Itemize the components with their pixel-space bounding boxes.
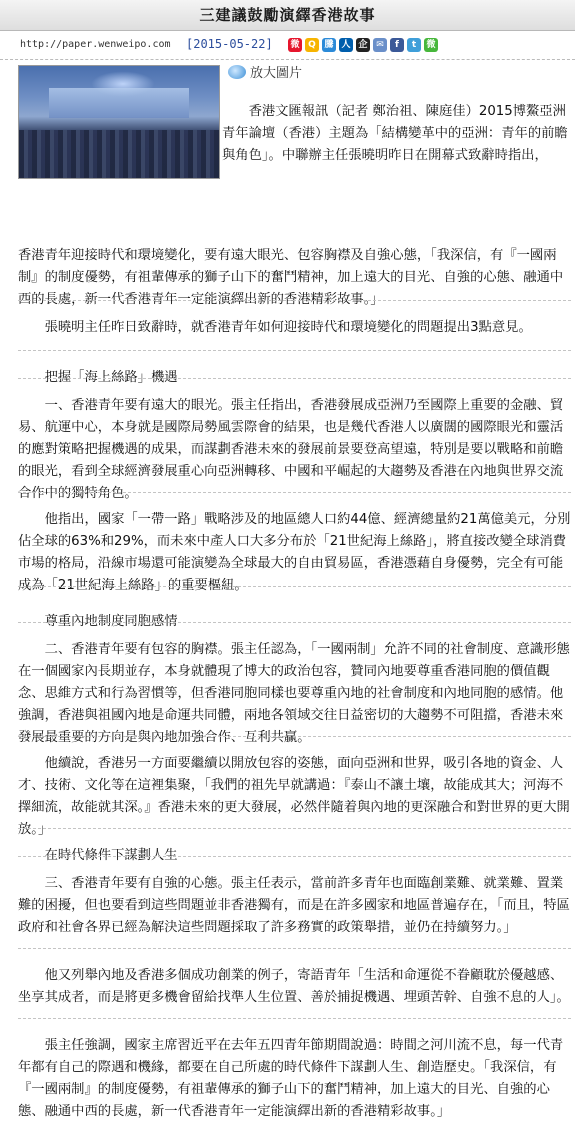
- photo-audience: [19, 130, 219, 178]
- subheading-2: 尊重內地制度同胞感情: [44, 614, 178, 630]
- divider: [18, 948, 571, 949]
- enlarge-label: 放大圖片: [250, 66, 303, 81]
- enlarge-photo-link[interactable]: [228, 62, 302, 81]
- divider: [18, 622, 571, 623]
- share-toolbar: [288, 38, 438, 52]
- email-icon[interactable]: ✉: [373, 38, 387, 52]
- paragraph-3: 他指出，國家「一帶一路」戰略涉及的地區總人口約44億、經濟總量約21萬億美元，分別佔全球的63%和29%，而未來中產人口大多分布於「21世紀海上絲路」，將直接改變全球消費市場的格局，沿線市場還可能演變為全球最大的自由貿易區，香港憑藉自身優勢，完全有可能成為「21世紀海上絲路」的重要樞紐。: [18, 512, 571, 594]
- facebook-icon[interactable]: f: [390, 38, 404, 52]
- paragraph-7: 他又列舉內地及香港多個成功創業的例子，寄語青年「生活和命運從不眷顧耽於優越感、坐享其成者，而是將更多機會留給找準人生位置、善於捕捉機遇、埋頭苦幹、自強不息的人」。: [18, 968, 570, 1006]
- subheading-3: 在時代條件下謀劃人生: [44, 848, 178, 864]
- conference-photo[interactable]: [18, 65, 220, 179]
- subheading-1: 把握「海上絲路」機遇: [44, 370, 178, 386]
- divider: [18, 828, 571, 829]
- photo-stage: [49, 88, 189, 118]
- magnify-icon: [228, 65, 246, 79]
- renren-icon[interactable]: 人: [339, 38, 353, 52]
- wechat-icon[interactable]: 微: [424, 38, 438, 52]
- paragraph-1: 張曉明主任昨日致辭時，就香港青年如何迎接時代和環境變化的問題提出3點意見。: [44, 320, 532, 336]
- divider: [18, 736, 571, 737]
- tqq-icon[interactable]: 騰: [322, 38, 336, 52]
- divider: [18, 378, 571, 379]
- qzone-icon[interactable]: Q: [305, 38, 319, 52]
- paragraph-6: 三、香港青年要有自強的心態。張主任表示，當前許多青年也面臨創業難、就業難、置業難的困擾，但也要看到這些問題並非香港獨有，而是在許多國家和地區普遍存在，「而且，特區政府和社會各界已經為解決這些問題採取了許多務實的政策舉措，並仍在持續努力。」: [18, 876, 570, 936]
- meta-bar: [0, 35, 575, 60]
- divider: [18, 856, 571, 857]
- source-url[interactable]: http://paper.wenweipo.com: [20, 39, 171, 50]
- divider: [18, 1018, 571, 1019]
- divider: [18, 350, 571, 351]
- lead-paragraph: 香港文匯報訊（記者 鄭治祖、陳庭佳）2015博鰲亞洲青年論壇（香港）主題為「結構變革中的亞洲：青年的前瞻與角色」。中聯辦主任張曉明昨日在開幕式致辭時指出，: [222, 104, 568, 164]
- paragraph-4: 二、香港青年要有包容的胸襟。張主任認為，「一國兩制」允許不同的社會制度、意識形態在一個國家內長期並存，本身就體現了博大的政治包容，贊同內地要尊重香港同胞的價值觀念、思維方式和行為習慣等，但香港同胞同樣也要尊重內地的社會制度和內地同胞的感情。他強調，香港與祖國內地是命運共同體，兩地各領域交往日益密切的大趨勢不可阻擋，香港未來發展最重要的方向是與內地加強合作、互利共贏。: [18, 642, 570, 746]
- qq-icon[interactable]: 企: [356, 38, 370, 52]
- paragraph-2: 一、香港青年要有遠大的眼光。張主任指出，香港發展成亞洲乃至國際上重要的金融、貿易、航運中心，本身就是國際局勢風雲際會的結果，也是幾代香港人以廣闊的國際眼光和靈活的應對策略把握機遇的成果，而謀劃香港未來的發展前景要登高望遠，特別是要以戰略和前瞻的眼光，看到全球經濟發展重心向亞洲轉移、中國和平崛起的大趨勢及香港在內地與世界交流合作中的獨特角色。: [18, 398, 564, 502]
- paragraph-5: 他續說，香港另一方面要繼續以開放包容的姿態，面向亞洲和世界，吸引各地的資金、人才、技術、文化等在這裡集聚，「我們的祖先早就講過：『泰山不讓土壤，故能成其大；河海不擇細流，故能就其深。』香港未來的更大發展，必然伴隨着與內地的更深融合和對世界的更大開放。」: [18, 756, 570, 838]
- divider: [18, 586, 571, 587]
- article-title: 三建議鼓勵演繹香港故事: [0, 0, 575, 31]
- divider: [18, 492, 571, 493]
- lead-paragraph-continued: 香港青年迎接時代和環境變化，要有遠大眼光、包容胸襟及自強心態，「我深信，有『一國兩制』的制度優勢，有祖輩傳承的獅子山下的奮鬥精神，加上遠大的目光、自強的心態、融通中西的長處，新一代香港青年一定能演繹出新的香港精彩故事。」: [18, 248, 564, 308]
- twitter-icon[interactable]: t: [407, 38, 421, 52]
- paragraph-8: 張主任強調，國家主席習近平在去年五四青年節期間說過：時間之河川流不息，每一代青年都有自己的際遇和機緣，都要在自己所處的時代條件下謀劃人生、創造歷史。「我深信，有『一國兩制』的制度優勢，有祖輩傳承的獅子山下的奮鬥精神，加上遠大的目光、自強的心態、融通中西的長處，新一代香港青年一定能演繹出新的香港精彩故事。」: [18, 1038, 564, 1120]
- publish-date: [2015-05-22]: [186, 37, 273, 51]
- weibo-icon[interactable]: 微: [288, 38, 302, 52]
- divider: [18, 300, 571, 301]
